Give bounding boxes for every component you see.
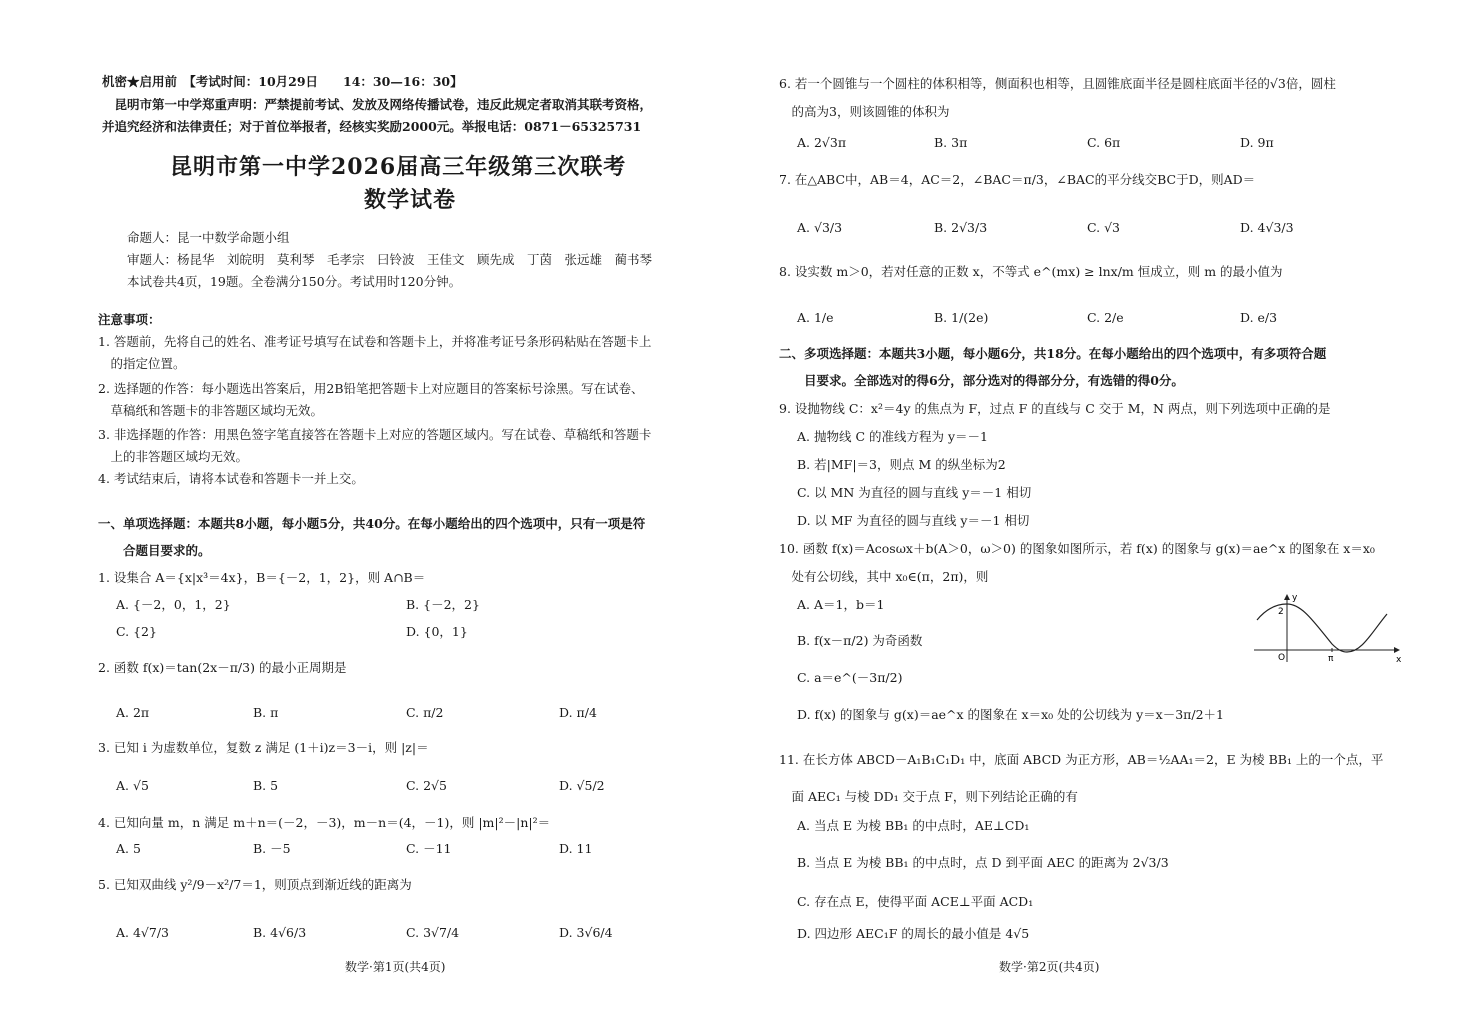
y-axis-arrow [1284, 594, 1290, 600]
section-2-heading: 二、多项选择题：本题共3小题，每小题6分，共18分。在每小题给出的四个选项中，有多项符合题 [779, 346, 1327, 361]
question-6-cont: 的高为3，则该圆锥的体积为 [779, 104, 950, 119]
question-11-cont: 面 AEC₁ 与棱 DD₁ 交于点 F，则下列结论正确的有 [779, 789, 1078, 804]
origin-label: O [1278, 653, 1286, 663]
q11-option-b: B. 当点 E 为棱 BB₁ 的中点时，点 D 到平面 AEC 的距离为 2√3/3 [797, 855, 1169, 870]
q8-option-b: B. 1/(2e) [934, 310, 989, 325]
q3-option-c: C. 2√5 [406, 778, 447, 793]
q1-option-b: B. {－2，2} [406, 597, 480, 612]
exam-info: 本试卷共4页，19题。全卷满分150分。考试用时120分钟。 [127, 274, 462, 289]
q8-option-c: C. 2/e [1087, 310, 1124, 325]
q4-option-c: C. －11 [406, 841, 452, 856]
notice-line: 1. 答题前，先将自己的姓名、准考证号填写在试卷和答题卡上，并将准考证号条形码粘贴在答题卡上 [98, 334, 652, 349]
q2-option-c: C. π/2 [406, 705, 444, 720]
page-1-footer: 数学·第1页(共4页) [345, 960, 446, 974]
question-11: 11. 在长方体 ABCD－A₁B₁C₁D₁ 中，底面 ABCD 为正方形，AB＝½AA₁＝2，E 为棱 BB₁ 上的一个点，平 [779, 752, 1384, 767]
q9-option-c: C. 以 MN 为直径的圆与直线 y＝－1 相切 [797, 485, 1032, 500]
q7-option-b: B. 2√3/3 [934, 220, 988, 235]
notice-line: 4. 考试结束后，请将本试卷和答题卡一并上交。 [98, 471, 364, 486]
q3-option-d: D. √5/2 [559, 778, 605, 793]
q4-option-b: B. －5 [253, 841, 291, 856]
question-8: 8. 设实数 m＞0，若对任意的正数 x，不等式 e^(mx) ≥ lnx/m 恒成立，则 m 的最小值为 [779, 264, 1283, 279]
x-axis-label: x [1396, 655, 1402, 664]
statement-line-1: 昆明市第一中学郑重声明：严禁提前考试、发放及网络传播试卷，违反此规定者取消其联考资格， [102, 97, 653, 112]
q10-option-b: B. f(x－π/2) 为奇函数 [797, 633, 923, 648]
proposer: 命题人：昆一中数学命题小组 [127, 230, 290, 245]
section-1-heading-cont: 合题目要求的。 [98, 543, 211, 558]
q2-option-d: D. π/4 [559, 705, 597, 720]
exam-title: 昆明市第一中学2026届高三年级第三次联考 [170, 154, 627, 180]
question-5: 5. 已知双曲线 y²/9－x²/7＝1，则顶点到渐近线的距离为 [98, 877, 412, 892]
cosine-graph [1252, 592, 1402, 664]
q7-option-d: D. 4√3/3 [1240, 220, 1294, 235]
q6-option-b: B. 3π [934, 135, 968, 150]
q8-option-a: A. 1/e [797, 310, 834, 325]
q9-option-d: D. 以 MF 为直径的圆与直线 y＝－1 相切 [797, 513, 1030, 528]
q10-option-c: C. a＝e^(－3π/2) [797, 670, 903, 685]
question-3: 3. 已知 i 为虚数单位，复数 z 满足 (1＋i)z＝3－i，则 |z|＝ [98, 740, 429, 755]
q8-option-d: D. e/3 [1240, 310, 1278, 325]
y-tick-label: 2 [1278, 607, 1284, 617]
q2-option-b: B. π [253, 705, 279, 720]
q5-option-a: A. 4√7/3 [116, 925, 170, 940]
question-6: 6. 若一个圆锥与一个圆柱的体积相等，侧面积也相等，且圆锥底面半径是圆柱底面半径的√3倍，圆柱 [779, 76, 1336, 91]
notice-line: 的指定位置。 [98, 356, 186, 371]
reviewers: 审题人：杨昆华 刘皖明 莫利琴 毛孝宗 曰铃波 王佳文 顾先成 丁茵 张远雄 蔺书琴 [127, 252, 653, 267]
q9-option-a: A. 抛物线 C 的准线方程为 y＝－1 [797, 429, 988, 444]
q1-option-d: D. {0，1} [406, 624, 468, 639]
q10-option-d: D. f(x) 的图象与 g(x)＝ae^x 的图象在 x＝x₀ 处的公切线为 y＝x－3π/2＋1 [797, 707, 1224, 722]
q5-option-d: D. 3√6/4 [559, 925, 613, 940]
question-2: 2. 函数 f(x)＝tan(2x－π/3) 的最小正周期是 [98, 660, 347, 675]
q4-option-a: A. 5 [116, 841, 141, 856]
section-1-heading: 一、单项选择题：本题共8小题，每小题5分，共40分。在每小题给出的四个选项中，只有一项是符 [98, 516, 646, 531]
question-9: 9. 设抛物线 C：x²＝4y 的焦点为 F，过点 F 的直线与 C 交于 M，N 两点，则下列选项中正确的是 [779, 401, 1331, 416]
notice-title: 注意事项： [98, 312, 161, 327]
q6-option-c: C. 6π [1087, 135, 1121, 150]
q9-option-b: B. 若|MF|＝3，则点 M 的纵坐标为2 [797, 457, 1006, 472]
question-4: 4. 已知向量 m，n 满足 m＋n＝(－2，－3)，m－n＝(4，－1)，则 |m|²－|n|²＝ [98, 815, 551, 830]
notice-line: 草稿纸和答题卡的非答题区域均无效。 [98, 403, 324, 418]
statement-line-2: 并追究经济和法律责任；对于首位举报者，经核实奖励2000元。举报电话：0871－65325731 [102, 119, 642, 134]
cosine-curve [1257, 604, 1387, 652]
confidential-header: 机密★启用前 【考试时间：10月29日 14：30—16：30】 [102, 74, 463, 89]
exam-page-2 [737, 0, 1474, 1021]
notice-line: 3. 非选择题的作答：用黑色签字笔直接答在答题卡上对应的答题区域内。写在试卷、草稿纸和答题卡 [98, 427, 652, 442]
q1-option-a: A. {－2，0，1，2} [116, 597, 231, 612]
pi-label: π [1328, 654, 1334, 664]
q6-option-a: A. 2√3π [797, 135, 847, 150]
x-axis-arrow [1394, 647, 1400, 653]
q5-option-b: B. 4√6/3 [253, 925, 307, 940]
q11-option-c: C. 存在点 E，使得平面 ACE⊥平面 ACD₁ [797, 894, 1034, 909]
q10-option-a: A. A＝1，b＝1 [797, 597, 885, 612]
q3-option-a: A. √5 [116, 778, 149, 793]
q11-option-d: D. 四边形 AEC₁F 的周长的最小值是 4√5 [797, 926, 1030, 941]
question-7: 7. 在△ABC中，AB＝4，AC＝2，∠BAC＝π/3，∠BAC的平分线交BC于D，则AD＝ [779, 172, 1256, 187]
question-10: 10. 函数 f(x)＝Acosωx＋b(A＞0，ω＞0) 的图象如图所示，若 f(x) 的图象与 g(x)＝ae^x 的图象在 x＝x₀ [779, 541, 1375, 556]
q7-option-a: A. √3/3 [797, 220, 843, 235]
question-1: 1. 设集合 A＝{x|x³＝4x}，B＝{－2，1，2}，则 A∩B＝ [98, 570, 426, 585]
q3-option-b: B. 5 [253, 778, 279, 793]
q4-option-d: D. 11 [559, 841, 593, 856]
page-2-footer: 数学·第2页(共4页) [999, 960, 1100, 974]
q1-option-c: C. {2} [116, 624, 157, 639]
question-10-cont: 处有公切线，其中 x₀∈(π，2π)，则 [779, 569, 989, 584]
exam-subject: 数学试卷 [364, 187, 457, 213]
section-2-heading-cont: 目要求。全部选对的得6分，部分选对的得部分分，有选错的得0分。 [779, 373, 1184, 388]
q11-option-a: A. 当点 E 为棱 BB₁ 的中点时，AE⊥CD₁ [797, 818, 1030, 833]
q2-option-a: A. 2π [116, 705, 150, 720]
q7-option-c: C. √3 [1087, 220, 1120, 235]
q6-option-d: D. 9π [1240, 135, 1274, 150]
notice-line: 上的非答题区域均无效。 [98, 449, 249, 464]
q5-option-c: C. 3√7/4 [406, 925, 460, 940]
notice-line: 2. 选择题的作答：每小题选出答案后，用2B铅笔把答题卡上对应题目的答案标号涂黑。写在试卷、 [98, 381, 644, 396]
y-axis-label: y [1292, 593, 1298, 603]
